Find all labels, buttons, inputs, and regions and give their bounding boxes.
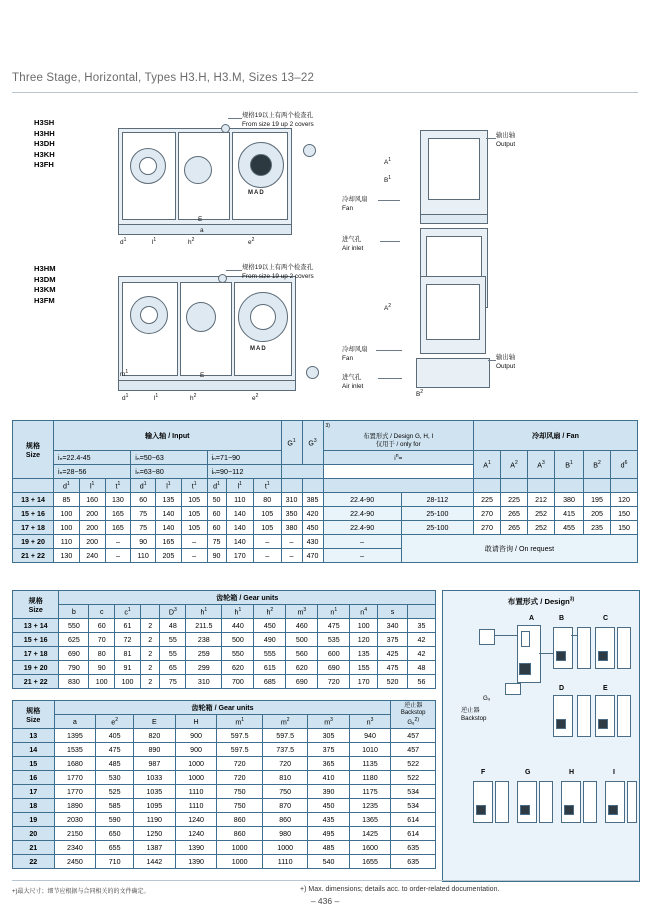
type-code: H3DH: [34, 139, 55, 148]
fan-label-cn-2: 冷却风扇: [342, 346, 368, 353]
table-row: b c $c^1$ $D^3$ $h^1$ $h^1$ $h^2$ $m^3$ $n^1$ $n^4$ s: [13, 605, 436, 619]
row-size: 19: [13, 813, 55, 827]
header-gear-units: 齿轮箱 / Gear units: [54, 701, 391, 715]
shaft-circle: [139, 157, 157, 175]
output-label-en-2: Output: [496, 363, 516, 370]
detail-marker: [306, 366, 319, 379]
input-range: iₙ=28−56: [54, 465, 131, 479]
page-title: Three Stage, Horizontal, Types H3.H, H3.M, Sizes 13–22: [12, 72, 315, 84]
design-A-input: [493, 635, 517, 636]
design-H-housing: [561, 781, 581, 823]
backstop-label-cn: 逆止器: [404, 702, 423, 709]
table-row: 19 2030 590 1190 1240 860 860 435 1365 614: [13, 813, 436, 827]
design-G-shaft: [520, 805, 530, 815]
table-row: 20 2150 650 1250 1240 860 980 495 1425 614: [13, 827, 436, 841]
detail-marker: [303, 144, 316, 157]
input-range: iₙ=71−90: [207, 451, 281, 465]
leader-line: [378, 200, 400, 201]
design-panel-title: 布置形式 / Design$^{3)}$: [507, 596, 575, 606]
type-code: H3DM: [34, 274, 56, 284]
header-design: 布置形式 / Design G, H, I: [363, 433, 434, 441]
backstop-label-en: Backstop: [461, 715, 487, 722]
size-label-cn: 规格: [28, 596, 43, 605]
row-size: 21 + 22: [13, 675, 59, 689]
base-plate-1: [118, 224, 292, 235]
design-D-shaft: [556, 719, 566, 729]
type-codes-group1: [34, 118, 55, 171]
brand-mark: MAD: [250, 346, 267, 352]
header-gear-units: 齿轮箱 / Gear units: [59, 591, 436, 605]
type-code: H3HH: [34, 128, 55, 138]
air-inlet-label-cn: 进气孔: [342, 236, 362, 243]
table-row: 15 + 16 100 200 165 75 140 105 60 140 105 350 420 22.4-90 25-100 270 265 252 415 205 150: [13, 507, 638, 521]
row-size: 19 + 20: [13, 535, 54, 549]
table-row: 21 + 22 830 100 100 2 75 310 700 685 690 720 170 520 56: [13, 675, 436, 689]
base-plate-2: [118, 380, 296, 391]
table-row: 17 + 18 100 200 165 75 140 105 60 140 105 380 450 22.4-90 25-100 270 265 252 455 235 150: [13, 521, 638, 535]
design-C-aux: [617, 627, 631, 669]
row-size: 13 + 14: [13, 619, 59, 633]
design-node-B: B: [559, 615, 565, 622]
bearing-circle: [186, 302, 216, 332]
fan-label-en: Fan: [342, 205, 354, 212]
input-range: iₙ=63−80: [131, 465, 207, 479]
design-A-stage: [521, 631, 530, 647]
title-divider: [12, 92, 638, 93]
design-G-aux: [539, 781, 553, 823]
table-gear-units-2: [12, 700, 436, 869]
side-view-body: [426, 284, 480, 340]
brand-mark: MAD: [248, 190, 265, 196]
detail-marker: [221, 124, 230, 133]
header-design-note: 仅用于 / only for: [375, 441, 421, 449]
row-size: 22: [13, 855, 55, 869]
on-request-note: 敢请咨询 / On request: [401, 535, 637, 563]
design-B-shaft: [556, 651, 566, 661]
type-code: H3KM: [34, 285, 56, 294]
design-E-shaft: [598, 719, 608, 729]
design-node-I: I: [613, 769, 615, 776]
design-I-aux: [627, 781, 637, 823]
leader-line: [228, 118, 242, 119]
row-size: 13 + 14: [13, 493, 54, 507]
size-label-en: Size: [26, 715, 41, 724]
backstop-symbol: G₈: [407, 719, 415, 726]
table-row: [13, 591, 436, 605]
detail-marker: [218, 274, 227, 283]
note-cn-1: 规格19以上有两个检查孔: [242, 112, 314, 119]
output-shaft-hub: [250, 154, 272, 176]
design-G-housing: [517, 781, 537, 823]
side-base-1: [420, 214, 488, 224]
table-row: 16 1770 530 1033 1000 720 810 410 1180 522: [13, 771, 436, 785]
table-row: 13 1395 405 820 900 597.5 597.5 305 940 457: [13, 729, 436, 743]
row-size: 19 + 20: [13, 661, 59, 675]
design-E-housing: [595, 695, 615, 737]
type-code: H3KH: [34, 149, 55, 159]
type-code: H3HM: [34, 264, 56, 273]
fan-label-cn: 冷却风扇: [342, 196, 368, 203]
type-code: H3SH: [34, 118, 55, 127]
row-size: 17 + 18: [13, 521, 54, 535]
table-row: 19 + 20 110 200 – 90 165 – 75 140 – – 430 – 敢请咨询 / On request: [13, 535, 638, 549]
row-size: 17 + 18: [13, 647, 59, 661]
row-size: 17: [13, 785, 55, 799]
note-en-1: From size 19 up 2 covers: [242, 121, 314, 128]
table-row: 17 + 18 690 80 81 2 55 259 550 555 560 600 135 425 42: [13, 647, 436, 661]
design-F-housing: [473, 781, 493, 823]
design-node-G: G: [525, 769, 531, 776]
g9-label: G₉: [483, 695, 491, 702]
table-row: 14 1535 475 890 900 597.5 737.5 375 1010 457: [13, 743, 436, 757]
table-row: 19 + 20 790 90 91 2 65 299 620 615 620 690 155 475 48: [13, 661, 436, 675]
shaft-circle: [140, 306, 158, 324]
table-row: 22 2450 710 1442 1390 1000 1110 540 1655 635: [13, 855, 436, 869]
design-H-aux: [583, 781, 597, 823]
output-label-cn-2: 输出轴: [496, 354, 516, 361]
design-H-shaft: [564, 805, 574, 815]
input-range: iₙ=50−63: [131, 451, 207, 465]
note-en-2: From size 19 up 2 covers: [242, 273, 314, 280]
footnote-cn: +)最大尺寸；细节应根据与合同相关的的文件确定。: [12, 889, 150, 895]
output-label-en: Output: [496, 141, 516, 148]
design-node-E: E: [603, 685, 608, 692]
design-E-aux: [617, 695, 631, 737]
table-row: 15 1680 485 987 1000 720 720 365 1135 522: [13, 757, 436, 771]
design-sup: 3): [325, 423, 330, 429]
size-label-en: Size: [28, 605, 43, 614]
output-bore: [250, 304, 276, 330]
design-B-aux: [577, 627, 591, 669]
table-input-shaft-dimensions: [12, 420, 638, 563]
table-row: 17 1770 525 1035 1110 750 750 390 1175 534: [13, 785, 436, 799]
header-fan: 冷却风扇 / Fan: [474, 421, 638, 451]
row-size: 15 + 16: [13, 507, 54, 521]
fan-housing: [416, 358, 490, 388]
footnote-en: +) Max. dimensions; details acc. to order-related documentation.: [300, 886, 500, 893]
backstop-label-en: Backstop: [400, 709, 426, 716]
table-row: 18 1890 585 1095 1110 750 870 450 1235 534: [13, 799, 436, 813]
input-range: iₙ=90−112: [207, 465, 281, 479]
design-I-housing: [605, 781, 625, 823]
table-row: a $e^2$ E H $m^1$ $m^2$ $m^3$ $n^3$: [13, 715, 436, 729]
table-row: $d^1$ $l^1$ $t^1$ $d^1$ $l^1$ $t^1$ $d^1$ $l^1$ $t^1$: [13, 479, 638, 493]
row-size: 14: [13, 743, 55, 757]
bearing-circle: [184, 156, 212, 184]
note-cn-2: 规格19以上有两个检查孔: [242, 264, 314, 271]
size-label-cn: 规格: [25, 441, 41, 450]
table-row: 规格 Size 输入轴 / Input $G^1$ $G^3$ $^{3)}$ 布置形式 / Design G, H, I 仅用于 / only for 冷却风扇 / Fan: [13, 421, 638, 451]
design-C-housing: [595, 627, 615, 669]
air-inlet-label-en-2: Air inlet: [342, 383, 364, 390]
size-label-cn: 规格: [26, 706, 41, 715]
row-size: 21 + 22: [13, 549, 54, 563]
leader-line: [380, 241, 400, 242]
air-inlet-label-cn-2: 进气孔: [342, 374, 362, 381]
design-C-shaft: [598, 651, 608, 661]
backstop-label-cn: 逆止器: [461, 707, 480, 714]
leader-line: [378, 378, 402, 379]
type-codes-group2: [34, 264, 56, 306]
fan-label-en-2: Fan: [342, 355, 354, 362]
table-row: 21 2340 655 1387 1390 1000 1000 485 1600 635: [13, 841, 436, 855]
design-B-housing: [553, 627, 573, 669]
type-code: H3FM: [34, 295, 55, 305]
table-row: 21 + 22 130 240 – 110 205 – 90 170 – – 470 –: [13, 549, 638, 563]
type-code: H3FH: [34, 160, 54, 169]
table-row: 15 + 16 625 70 72 2 55 238 500 490 500 535 120 375 42: [13, 633, 436, 647]
design-node-C: C: [603, 615, 609, 622]
page-number: – 436 –: [310, 896, 340, 906]
table-row: 13 + 14 550 60 61 2 48 211.5 440 450 460 475 100 340 35: [13, 619, 436, 633]
row-size: 15 + 16: [13, 633, 59, 647]
design-node-D: D: [559, 685, 565, 692]
design-F-shaft: [476, 805, 486, 815]
row-size: 20: [13, 827, 55, 841]
table-row: iₙ=22.4-45 iₙ=50−63 iₙ=71−90 $i^n=$ $A^1$ $A^2$ $A^3$ $B^1$ $B^2$ $d^6$: [13, 451, 638, 465]
leader-line: [486, 138, 496, 139]
footer-divider: [12, 880, 638, 881]
leader-line: [226, 270, 242, 271]
row-size: 18: [13, 799, 55, 813]
leader-line: [488, 360, 496, 361]
size-label-en: Size: [25, 450, 41, 459]
design-F-aux: [495, 781, 509, 823]
header-input: 输入轴 / Input: [54, 421, 282, 451]
design-A-shaft: [519, 663, 531, 675]
design-I-shaft: [608, 805, 618, 815]
side-view-body: [428, 138, 480, 200]
output-label-cn: 输出轴: [496, 132, 516, 139]
leader-line: [376, 350, 402, 351]
input-range: iₙ=22.4-45: [54, 451, 131, 465]
air-inlet-label-en: Air inlet: [342, 245, 364, 252]
table-row: 规格 Size 齿轮箱 / Gear units 逆止器 Backstop G₈$^{2)}$: [13, 701, 436, 715]
table-row: 13 + 14 85 160 130 60 135 105 50 110 80 310 385 22.4-90 28-112 225 225 212 380 195 120: [13, 493, 638, 507]
row-size: 15: [13, 757, 55, 771]
design-D-housing: [553, 695, 573, 737]
design-node-H: H: [569, 769, 575, 776]
design-D-aux: [577, 695, 591, 737]
design-A-backstop-box: [505, 683, 521, 695]
design-A-motor: [479, 629, 495, 645]
design-node-A: A: [529, 615, 535, 622]
design-diagram-panel: [442, 590, 640, 882]
table-gear-units-1: [12, 590, 436, 689]
row-size: 21: [13, 841, 55, 855]
row-size: 13: [13, 729, 55, 743]
design-node-F: F: [481, 769, 486, 776]
row-size: 16: [13, 771, 55, 785]
technical-drawings: H3SH H3HH H3DH H3KH H3FH MAD 规格19以上有两个检查孔 From size 19 up 2 covers $d^1$ $l^1$ $h^2$ $e^2$ E a 输出轴 Output 冷却风扇 Fan 进气孔 Air inlet $A^1$ $B^1$ H3HM H3DM H3KM H3FM MAD 规格19以上有两个检查孔 From size 19 up 2 covers $d^1$ $l^1$ $h^2$ $e^2$ E 冷却风扇 Fan 进气孔 Air inlet 输出轴 Output $A^2$ $B^2$ $m^1$: [34, 112, 516, 403]
